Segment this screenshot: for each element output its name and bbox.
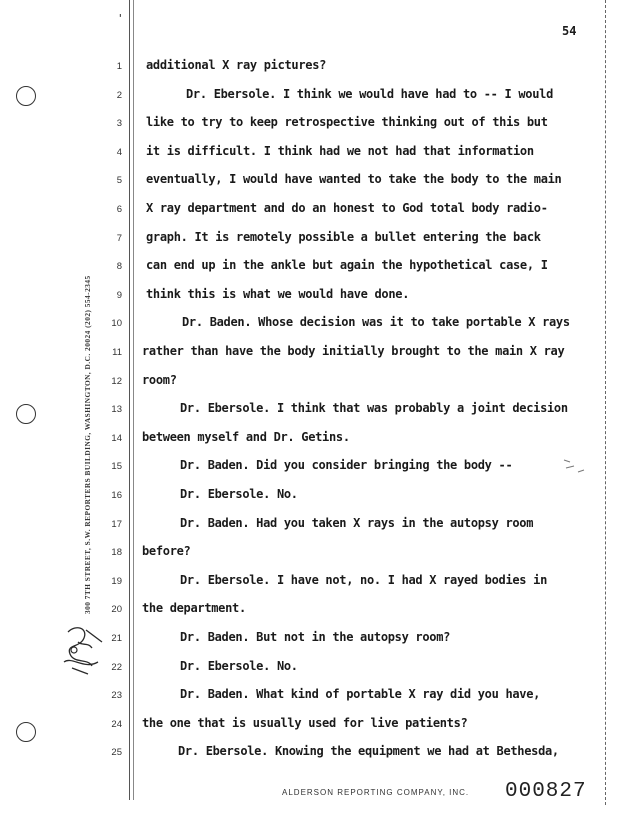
transcript-line: before?: [142, 544, 191, 559]
transcript-line: additional X ray pictures?: [146, 58, 327, 72]
right-margin-rule: [605, 0, 606, 805]
transcript-line: Dr. Ebersole. I think that was probably a joint decision: [180, 401, 568, 416]
transcript-line: Dr. Ebersole. No.: [180, 658, 298, 673]
line-number: 12: [111, 375, 122, 387]
line-number: 25: [111, 747, 122, 759]
line-number: 10: [111, 318, 122, 330]
line-number: 8: [116, 261, 122, 273]
line-number: 9: [116, 289, 122, 301]
reporting-company: ALDERSON REPORTING COMPANY, INC.: [282, 788, 470, 797]
line-number: 5: [116, 175, 122, 187]
line-number: 22: [111, 661, 122, 673]
punch-hole: [16, 86, 36, 106]
line-number: 4: [116, 146, 122, 158]
bates-number: 000827: [505, 780, 587, 803]
margin-rule: [129, 0, 130, 800]
transcript-line: Dr. Ebersole. No.: [180, 487, 298, 501]
line-number: 7: [116, 232, 122, 244]
margin-rule: [133, 0, 134, 800]
line-number: 6: [116, 204, 122, 215]
transcript-line: Dr. Baden. Had you taken X rays in the autopsy room: [180, 515, 534, 530]
line-number: 23: [111, 690, 122, 702]
transcript-line: Dr. Baden. Did you consider bringing the body --: [180, 458, 513, 473]
transcript-line: Dr. Baden. But not in the autopsy room?: [180, 630, 451, 644]
transcript-line: graph. It is remotely possible a bullet entering the back: [146, 229, 541, 244]
line-number: 2: [116, 89, 122, 101]
transcript-line: can end up in the ankle but again the hypothetical case, I: [146, 258, 548, 273]
transcript-line: it is difficult. I think had we not had that information: [146, 143, 534, 158]
line-number: 13: [111, 404, 122, 416]
top-mark: ': [117, 12, 124, 25]
line-number: 17: [111, 518, 122, 530]
margin-scribble: [560, 454, 590, 478]
transcript-line: between myself and Dr. Getins.: [142, 429, 350, 444]
transcript-line: rather than have the body initially brought to the main X ray: [142, 344, 565, 358]
line-number: 3: [116, 118, 122, 130]
line-number: 1: [116, 61, 122, 72]
transcript-line: room?: [142, 372, 177, 387]
line-number: 14: [111, 432, 122, 444]
line-number: 18: [111, 547, 122, 559]
line-number: 20: [111, 604, 122, 616]
line-number: 21: [111, 633, 122, 644]
transcript-line: think this is what we would have done.: [146, 286, 410, 301]
transcript-line: Dr. Baden. Whose decision was it to take portable X rays: [182, 315, 570, 330]
transcript-line: the department.: [142, 601, 246, 616]
transcript-line: Dr. Ebersole. I have not, no. I had X rayed bodies in: [180, 572, 548, 587]
line-number: 11: [112, 347, 122, 358]
line-number: 16: [111, 490, 122, 501]
punch-hole: [16, 404, 36, 424]
transcript-line: eventually, I would have wanted to take the body to the main: [146, 172, 562, 187]
transcript-line: X ray department and do an honest to God total body radio-: [146, 201, 548, 215]
line-number: 19: [111, 575, 122, 587]
transcript-line: Dr. Baden. What kind of portable X ray did you have,: [180, 687, 541, 702]
line-number: 15: [111, 461, 122, 473]
transcript-line: Dr. Ebersole. I think we would have had to -- I would: [186, 86, 554, 101]
margin-doodle: [58, 622, 110, 678]
page-number: 54: [562, 24, 577, 38]
transcript-line: the one that is usually used for live patients?: [142, 715, 468, 730]
reporter-address-stamp: 300 7TH STREET, S.W. REPORTERS BUILDING, WASHINGTON, D.C. 20024 (202) 554-2345: [83, 275, 92, 614]
transcript-line: Dr. Ebersole. Knowing the equipment we had at Bethesda,: [178, 744, 559, 759]
punch-hole: [16, 722, 36, 742]
transcript-line: like to try to keep retrospective thinking out of this but: [146, 115, 548, 130]
line-number: 24: [111, 718, 122, 730]
